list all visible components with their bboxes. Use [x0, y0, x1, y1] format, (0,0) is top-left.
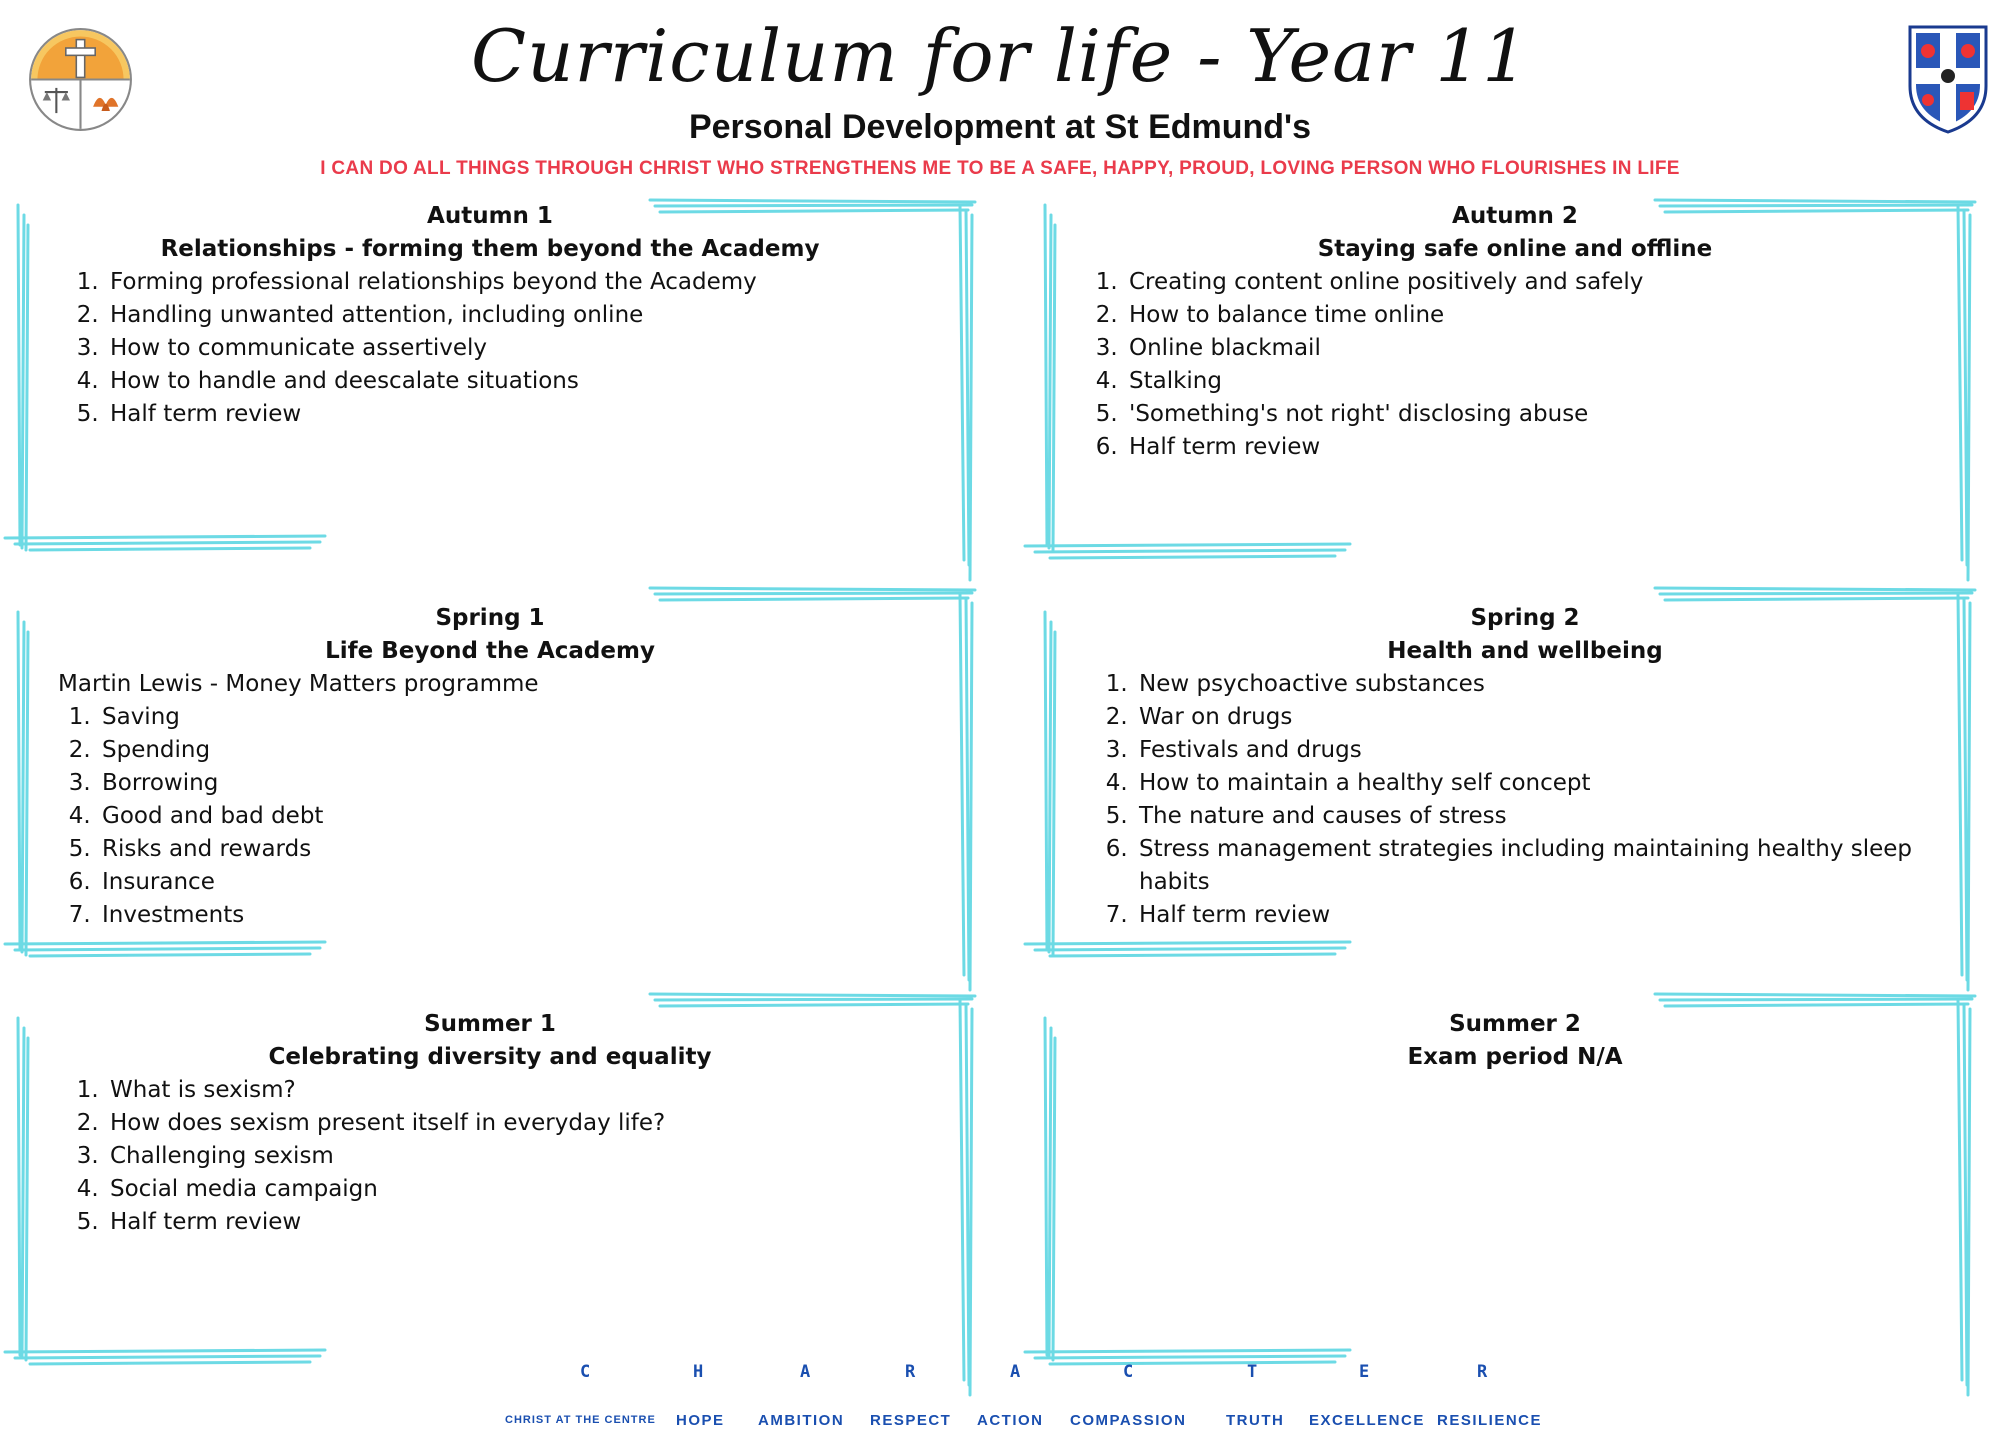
character-letter: H	[693, 1362, 704, 1382]
character-letter: R	[1477, 1362, 1488, 1382]
panel-autumn-2	[1065, 200, 1965, 464]
list-item: 1. Forming professional relationships beyond the Academy	[106, 266, 940, 299]
list-item: 1. Creating content online positively and safely	[1125, 266, 1965, 299]
panel-topic: Exam period N/A	[1407, 1044, 1623, 1070]
character-letter: A	[1010, 1362, 1021, 1382]
list-item: 3. Borrowing	[98, 767, 940, 800]
character-letter: E	[1359, 1362, 1370, 1382]
list-item: 3. Online blackmail	[1125, 332, 1965, 365]
list-item: 6. Insurance	[98, 866, 940, 899]
list-item: 3. Challenging sexism	[106, 1140, 940, 1173]
list-item: 3. How to communicate assertively	[106, 332, 940, 365]
list-item: 7. Half term review	[1135, 899, 1945, 932]
list-item: 4. Social media campaign	[106, 1173, 940, 1206]
diocese-shield-icon	[1907, 24, 1989, 134]
character-value: CHRIST AT THE CENTRE	[505, 1414, 656, 1426]
topic-list	[1075, 668, 1945, 932]
panel-term: Spring 1	[435, 605, 545, 631]
character-value: ACTION	[977, 1412, 1044, 1429]
panel-term: Spring 2	[1470, 605, 1580, 631]
character-value: TRUTH	[1226, 1412, 1285, 1429]
list-item: 4. How to maintain a healthy self concept	[1135, 767, 1945, 800]
list-item: 2. How to balance time online	[1125, 299, 1965, 332]
character-value: AMBITION	[758, 1412, 845, 1429]
list-item: 1. Saving	[98, 701, 940, 734]
panel-intro: Martin Lewis - Money Matters programme	[58, 671, 539, 697]
list-item: 6. Stress management strategies including maintaining healthy sleep habits	[1135, 833, 1945, 899]
list-item: 1. What is sexism?	[106, 1074, 940, 1107]
list-item: 5. Risks and rewards	[98, 833, 940, 866]
panel-spring-2	[1075, 602, 1975, 932]
panel-summer-1	[40, 1008, 940, 1239]
panel-topic: Life Beyond the Academy	[325, 638, 655, 664]
list-item: 7. Investments	[98, 899, 940, 932]
character-value: RESILIENCE	[1437, 1412, 1543, 1429]
page-subtitle: Personal Development at St Edmund's	[688, 108, 1312, 146]
character-letter: C	[580, 1362, 591, 1382]
character-letter: A	[800, 1362, 811, 1382]
character-value: EXCELLENCE	[1309, 1412, 1425, 1429]
panel-topic: Relationships - forming them beyond the Academy	[160, 236, 820, 262]
panel-topic: Health and wellbeing	[1387, 638, 1663, 664]
list-item: 2. Spending	[98, 734, 940, 767]
list-item: 6. Half term review	[1125, 431, 1965, 464]
topic-list	[40, 701, 940, 932]
panel-topic: Celebrating diversity and equality	[268, 1044, 712, 1070]
school-crest-icon	[28, 27, 133, 132]
list-item: 4. How to handle and deescalate situations	[106, 365, 940, 398]
page-title: Curriculum for life - Year 11	[470, 14, 1530, 98]
list-item: 2. How does sexism present itself in everyday life?	[106, 1107, 940, 1140]
panel-term: Summer 1	[424, 1011, 556, 1037]
character-letter: T	[1247, 1362, 1258, 1382]
list-item: 5. Half term review	[106, 398, 940, 431]
topic-list	[1065, 266, 1965, 464]
character-value: COMPASSION	[1070, 1412, 1187, 1429]
list-item: 1. New psychoactive substances	[1135, 668, 1945, 701]
list-item: 5. 'Something's not right' disclosing abuse	[1125, 398, 1965, 431]
list-item: 5. The nature and causes of stress	[1135, 800, 1945, 833]
panel-term: Autumn 2	[1452, 203, 1578, 229]
school-motto: I CAN DO ALL THINGS THROUGH CHRIST WHO STRENGTHENS ME TO BE A SAFE, HAPPY, PROUD, LOVING PERSON WHO FLOURISHES IN LIFE	[320, 158, 1680, 179]
character-acronym	[540, 1362, 1500, 1386]
character-value: HOPE	[676, 1412, 725, 1429]
panel-topic: Staying safe online and offline	[1317, 236, 1713, 262]
list-item: 5. Half term review	[106, 1206, 940, 1239]
list-item: 2. War on drugs	[1135, 701, 1945, 734]
panel-autumn-1	[40, 200, 940, 431]
list-item: 4. Good and bad debt	[98, 800, 940, 833]
panel-term: Summer 2	[1449, 1011, 1581, 1037]
topic-list	[40, 1074, 940, 1239]
list-item: 2. Handling unwanted attention, including online	[106, 299, 940, 332]
panel-summer-2	[1065, 1008, 1965, 1074]
topic-list	[40, 266, 940, 431]
character-value: RESPECT	[870, 1412, 952, 1429]
character-letter: R	[905, 1362, 916, 1382]
list-item: 3. Festivals and drugs	[1135, 734, 1945, 767]
panel-spring-1	[40, 602, 940, 932]
character-letter: C	[1123, 1362, 1134, 1382]
list-item: 4. Stalking	[1125, 365, 1965, 398]
panel-term: Autumn 1	[427, 203, 553, 229]
